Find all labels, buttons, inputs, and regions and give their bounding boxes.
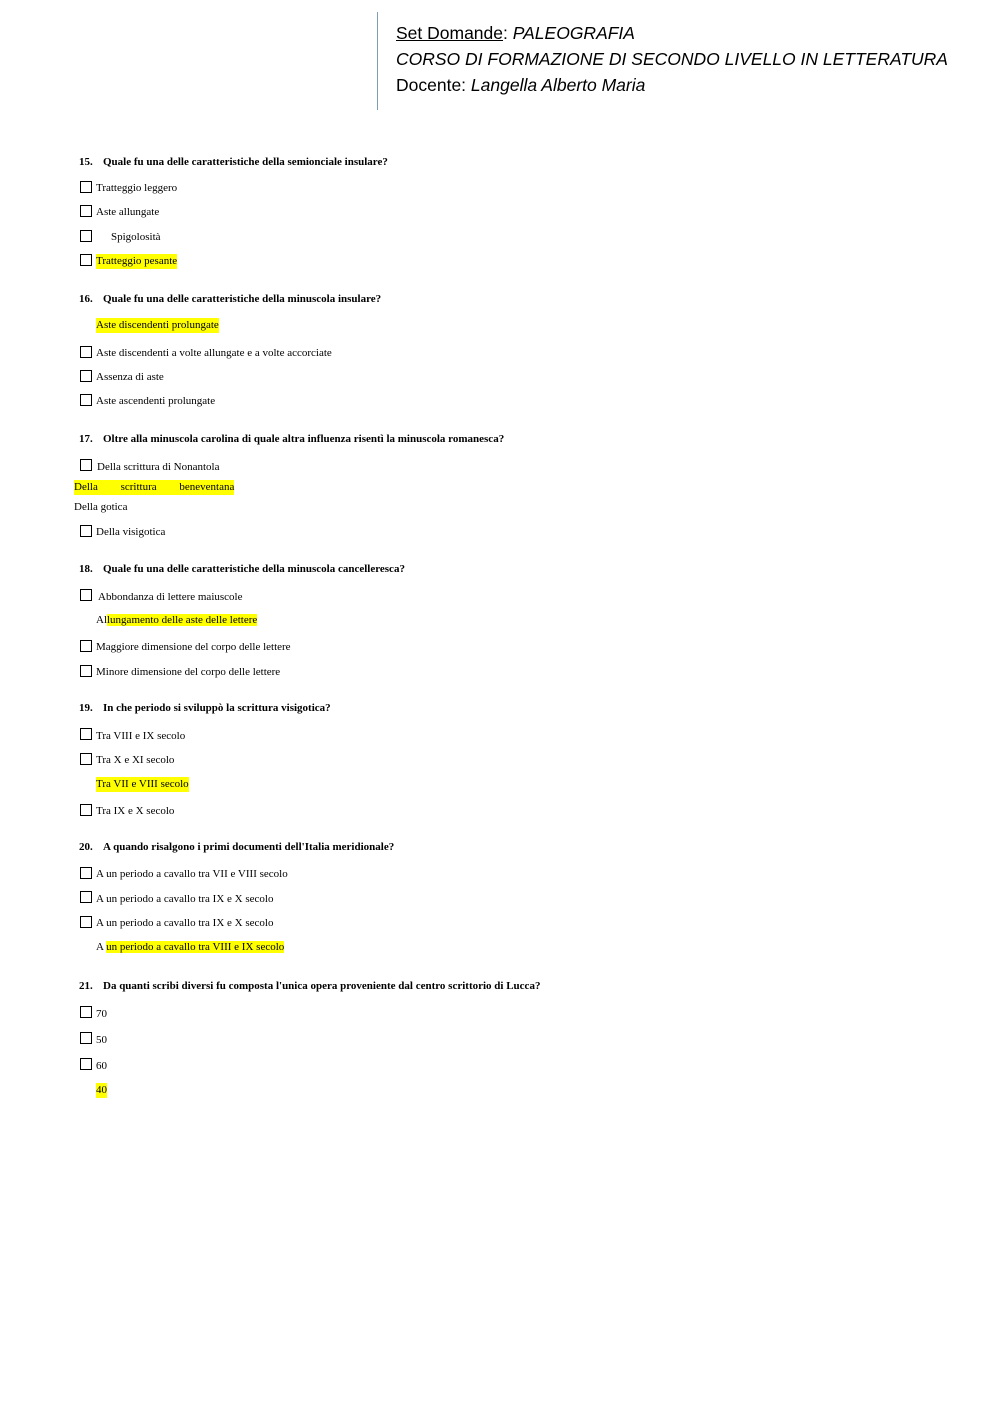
checkbox[interactable]	[80, 1032, 92, 1044]
checkbox[interactable]	[80, 1006, 92, 1018]
checkbox[interactable]	[80, 394, 92, 406]
checkbox[interactable]	[80, 525, 92, 537]
option-label: Tra IX e X secolo	[96, 805, 175, 817]
option-label: Maggiore dimensione del corpo delle lettere	[96, 641, 291, 653]
option-label-partial-highlight: Allungamento delle aste delle lettere	[96, 614, 258, 626]
option-label-highlighted: Della scrittura beneventana	[74, 481, 235, 493]
option-label: A un periodo a cavallo tra IX e X secolo	[96, 893, 274, 905]
question-21: 21. Da quanti scribi diversi fu composta l'unica opera proveniente dal centro scrittorio di Lucca?	[79, 980, 541, 992]
question-20: 20. A quando risalgono i primi documenti dell'Italia meridionale?	[79, 841, 395, 853]
option-label-highlighted: Tra VII e VIII secolo	[96, 778, 189, 790]
option-label: Assenza di aste	[96, 371, 164, 383]
option-label: Della visigotica	[96, 526, 166, 538]
option-label: Aste ascendenti prolungate	[96, 395, 216, 407]
set-label: Set Domande	[396, 23, 504, 43]
document-header	[396, 20, 948, 98]
option-label: A un periodo a cavallo tra IX e X secolo	[96, 917, 274, 929]
teacher-line	[396, 72, 948, 98]
checkbox[interactable]	[80, 867, 92, 879]
teacher-label: Docente:	[396, 75, 471, 95]
teacher-name: Langella Alberto Maria	[470, 75, 646, 95]
option-label: Minore dimensione del corpo delle lettere	[96, 666, 281, 678]
option-label: Tra VIII e IX secolo	[96, 730, 186, 742]
option-label-partial-highlight: A un periodo a cavallo tra VIII e IX secolo	[96, 941, 285, 953]
option-label: Tra X e XI secolo	[96, 754, 175, 766]
question-16: 16. Quale fu una delle caratteristiche della minuscola insulare?	[79, 293, 382, 305]
option-label: 70	[96, 1008, 107, 1020]
set-separator: :	[503, 23, 513, 43]
question-17: 17. Oltre alla minuscola carolina di quale altra influenza risentì la minuscola romanesca?	[79, 433, 505, 445]
set-line	[396, 20, 948, 46]
checkbox[interactable]	[80, 589, 92, 601]
option-label: Spigolosità	[111, 231, 161, 243]
question-18: 18. Quale fu una delle caratteristiche della minuscola cancelleresca?	[79, 563, 405, 575]
checkbox[interactable]	[80, 804, 92, 816]
option-label-highlighted: Tratteggio pesante	[96, 255, 178, 267]
checkbox[interactable]	[80, 459, 92, 471]
checkbox[interactable]	[80, 1058, 92, 1070]
option-label: 50	[96, 1034, 107, 1046]
checkbox[interactable]	[80, 346, 92, 358]
option-label: Aste allungate	[96, 206, 160, 218]
option-label: A un periodo a cavallo tra VII e VIII secolo	[96, 868, 288, 880]
option-label: 60	[96, 1060, 107, 1072]
option-label: Della scrittura di Nonantola	[97, 461, 220, 473]
header-divider	[377, 12, 378, 110]
question-19: 19. In che periodo si sviluppò la scrittura visigotica?	[79, 702, 331, 714]
option-label: Abbondanza di lettere maiuscole	[98, 591, 243, 603]
checkbox[interactable]	[80, 891, 92, 903]
option-label: Aste discendenti a volte allungate e a volte accorciate	[96, 347, 332, 359]
option-label-highlighted: Aste discendenti prolungate	[96, 319, 219, 331]
checkbox[interactable]	[80, 728, 92, 740]
option-label-highlighted: 40	[96, 1084, 107, 1096]
option-label: Della gotica	[74, 501, 128, 513]
question-15: 15. Quale fu una delle caratteristiche della semionciale insulare?	[79, 156, 388, 168]
checkbox[interactable]	[80, 254, 92, 266]
option-label: Tratteggio leggero	[96, 182, 178, 194]
checkbox[interactable]	[80, 916, 92, 928]
checkbox[interactable]	[80, 205, 92, 217]
set-value: PALEOGRAFIA	[512, 23, 635, 43]
checkbox[interactable]	[80, 230, 92, 242]
checkbox[interactable]	[80, 181, 92, 193]
checkbox[interactable]	[80, 640, 92, 652]
checkbox[interactable]	[80, 370, 92, 382]
checkbox[interactable]	[80, 665, 92, 677]
course-title: CORSO DI FORMAZIONE DI SECONDO LIVELLO IN LETTERATURA	[396, 49, 948, 69]
checkbox[interactable]	[80, 753, 92, 765]
